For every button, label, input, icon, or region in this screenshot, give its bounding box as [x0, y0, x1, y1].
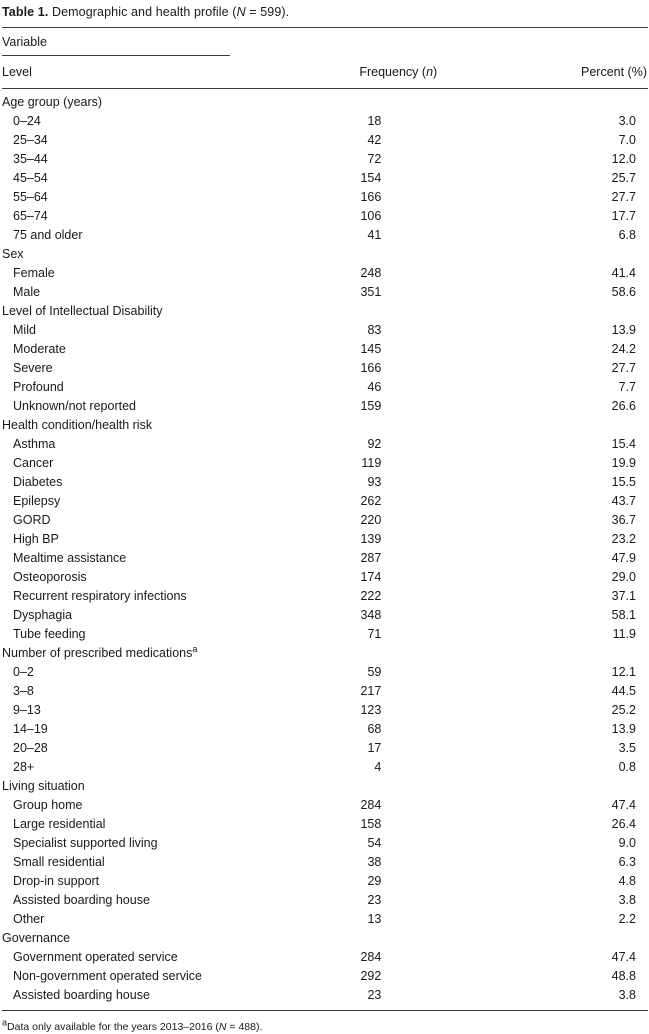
footnote-text-pre: Data only available for the years 2013–2016 ( — [7, 1021, 219, 1033]
percent-cell: 58.1 — [611, 608, 636, 622]
level-cell: Unknown/not reported — [13, 399, 136, 413]
percent-cell: 47.9 — [611, 551, 636, 565]
table-row — [2, 454, 648, 473]
table-footnote — [2, 1017, 648, 1034]
section-header-row — [2, 89, 648, 113]
percent-cell: 17.7 — [611, 209, 636, 223]
table-row — [2, 188, 648, 207]
level-cell: Severe — [13, 361, 53, 375]
table-title — [2, 4, 648, 20]
level-cell: Group home — [13, 798, 83, 812]
level-cell: 20–28 — [13, 741, 48, 755]
table-row — [2, 682, 648, 701]
level-cell: Assisted boarding house — [13, 988, 150, 1002]
frequency-cell: 351 — [360, 285, 382, 299]
table-row — [2, 701, 648, 720]
percent-cell: 27.7 — [611, 190, 636, 204]
percent-cell: 7.0 — [618, 133, 636, 147]
frequency-cell: 83 — [367, 323, 382, 337]
section-header-row — [2, 416, 648, 435]
frequency-cell: 174 — [360, 570, 382, 584]
section-header-row — [2, 777, 648, 796]
level-cell: Asthma — [13, 437, 56, 451]
table-row — [2, 853, 648, 872]
level-cell: 45–54 — [13, 171, 48, 185]
percent-cell: 36.7 — [611, 513, 636, 527]
section-label: Age group (years) — [2, 95, 103, 109]
level-cell: Female — [13, 266, 55, 280]
table-row — [2, 112, 648, 131]
section-header-row — [2, 245, 648, 264]
level-cell: 35–44 — [13, 152, 48, 166]
frequency-cell: 222 — [360, 589, 382, 603]
level-cell: 9–13 — [13, 703, 41, 717]
frequency-cell: 166 — [360, 190, 382, 204]
section-label: Health condition/health risk — [2, 418, 153, 432]
frequency-cell: 119 — [361, 456, 382, 470]
frequency-cell: 145 — [360, 342, 382, 356]
percent-cell: 44.5 — [611, 684, 636, 698]
percent-cell: 29.0 — [611, 570, 636, 584]
percent-cell: 13.9 — [611, 323, 636, 337]
frequency-cell: 23 — [367, 893, 382, 907]
table-row — [2, 131, 648, 150]
section-footnote-marker: a — [192, 643, 198, 654]
percent-cell: 26.4 — [611, 817, 636, 831]
percent-cell: 48.8 — [611, 969, 636, 983]
table-row — [2, 796, 648, 815]
percent-cell: 15.5 — [611, 475, 636, 489]
percent-cell: 0.8 — [618, 760, 636, 774]
table-number: Table 1. — [2, 5, 49, 19]
table-head — [2, 28, 648, 89]
table-row — [2, 891, 648, 910]
table-row — [2, 910, 648, 929]
percent-cell: 7.7 — [618, 380, 636, 394]
frequency-cell: 284 — [360, 950, 382, 964]
table-row — [2, 606, 648, 625]
table-row — [2, 948, 648, 967]
table-caption-post: = 599). — [245, 5, 290, 19]
frequency-cell: 71 — [367, 627, 382, 641]
frequency-cell: 123 — [360, 703, 382, 717]
frequency-cell: 292 — [360, 969, 382, 983]
column-header-variable: Variable — [2, 28, 230, 56]
level-cell: Mild — [13, 323, 36, 337]
level-cell: 3–8 — [13, 684, 34, 698]
section-label: Level of Intellectual Disability — [2, 304, 163, 318]
column-header-row — [2, 56, 648, 89]
table-caption-n: N — [236, 5, 246, 19]
frequency-cell: 154 — [360, 171, 382, 185]
table-row — [2, 872, 648, 891]
footnote-text-post: = 488). — [226, 1021, 263, 1033]
table-row — [2, 378, 648, 397]
percent-cell: 6.8 — [618, 228, 636, 242]
footnote-n: N — [218, 1021, 227, 1033]
frequency-cell: 23 — [367, 988, 382, 1002]
level-cell: Osteoporosis — [13, 570, 87, 584]
percent-cell: 24.2 — [611, 342, 636, 356]
level-cell: Diabetes — [13, 475, 63, 489]
table-row — [2, 815, 648, 834]
table-row — [2, 207, 648, 226]
level-cell: 14–19 — [13, 722, 48, 736]
frequency-cell: 41 — [367, 228, 382, 242]
level-cell: 75 and older — [13, 228, 83, 242]
level-cell: Mealtime assistance — [13, 551, 127, 565]
frequency-cell: 262 — [360, 494, 382, 508]
percent-cell: 3.8 — [618, 893, 636, 907]
table-row — [2, 150, 648, 169]
section-header-row — [2, 644, 648, 663]
percent-cell: 6.3 — [618, 855, 636, 869]
level-cell: Drop-in support — [13, 874, 100, 888]
table-row — [2, 758, 648, 777]
table-row — [2, 587, 648, 606]
table-row — [2, 492, 648, 511]
table-row — [2, 511, 648, 530]
percent-cell: 43.7 — [611, 494, 636, 508]
percent-cell: 3.8 — [618, 988, 636, 1002]
level-cell: Profound — [13, 380, 64, 394]
percent-cell: 3.5 — [618, 741, 636, 755]
table-row — [2, 359, 648, 378]
section-label: Sex — [2, 247, 24, 261]
table-row — [2, 834, 648, 853]
level-cell: 0–24 — [13, 114, 41, 128]
table-row — [2, 568, 648, 587]
level-cell: Moderate — [13, 342, 66, 356]
section-label: Governance — [2, 931, 71, 945]
footnote-marker: a — [2, 1017, 8, 1028]
frequency-cell: 106 — [360, 209, 382, 223]
frequency-cell: 284 — [360, 798, 382, 812]
percent-cell: 13.9 — [611, 722, 636, 736]
frequency-cell: 13 — [367, 912, 382, 926]
section-label: Number of prescribed medications$^a$ — [2, 643, 198, 660]
level-cell: 28+ — [13, 760, 35, 774]
percent-cell: 47.4 — [611, 950, 636, 964]
frequency-cell: 18 — [367, 114, 382, 128]
percent-cell: 23.2 — [611, 532, 636, 546]
table-body — [2, 89, 648, 1011]
level-cell: 0–2 — [13, 665, 34, 679]
percent-cell: 3.0 — [618, 114, 636, 128]
frequency-cell: 46 — [367, 380, 382, 394]
percent-cell: 12.1 — [611, 665, 636, 679]
percent-cell: 25.2 — [611, 703, 636, 717]
frequency-cell: 38 — [367, 855, 382, 869]
column-header-percent: Percent (%) — [445, 56, 648, 89]
percent-cell: 4.8 — [618, 874, 636, 888]
table-row — [2, 967, 648, 986]
level-cell: High BP — [13, 532, 59, 546]
table-caption-pre: Demographic and health profile ( — [48, 5, 237, 19]
level-cell: 55–64 — [13, 190, 48, 204]
level-cell: Other — [13, 912, 45, 926]
frequency-cell: 139 — [360, 532, 382, 546]
frequency-cell: 287 — [360, 551, 382, 565]
percent-cell: 19.9 — [611, 456, 636, 470]
level-cell: Tube feeding — [13, 627, 86, 641]
table-row — [2, 530, 648, 549]
percent-cell: 41.4 — [611, 266, 636, 280]
percent-cell: 47.4 — [611, 798, 636, 812]
table-row — [2, 283, 648, 302]
percent-cell: 12.0 — [611, 152, 636, 166]
frequency-cell: 92 — [367, 437, 382, 451]
percent-cell: 25.7 — [611, 171, 636, 185]
level-cell: GORD — [13, 513, 51, 527]
percent-cell: 37.1 — [611, 589, 636, 603]
percent-cell: 58.6 — [611, 285, 636, 299]
percent-cell: 27.7 — [611, 361, 636, 375]
table-row — [2, 663, 648, 682]
section-label: Living situation — [2, 779, 85, 793]
section-header-row — [2, 302, 648, 321]
level-cell: 25–34 — [13, 133, 48, 147]
frequency-cell: 348 — [360, 608, 382, 622]
table-row — [2, 226, 648, 245]
frequency-cell: 248 — [360, 266, 382, 280]
table-row — [2, 169, 648, 188]
percent-cell: 2.2 — [618, 912, 636, 926]
table-row — [2, 739, 648, 758]
level-cell: Epilepsy — [13, 494, 61, 508]
frequency-cell: 17 — [367, 741, 382, 755]
frequency-cell: 159 — [360, 399, 382, 413]
frequency-cell: 42 — [367, 133, 382, 147]
level-cell: Assisted boarding house — [13, 893, 150, 907]
table-row — [2, 435, 648, 454]
percent-cell: 26.6 — [611, 399, 636, 413]
table-row — [2, 321, 648, 340]
percent-cell: 9.0 — [618, 836, 636, 850]
level-cell: Small residential — [13, 855, 105, 869]
level-cell: Recurrent respiratory infections — [13, 589, 187, 603]
table-row — [2, 986, 648, 1011]
table-row — [2, 549, 648, 568]
column-header-level: Level — [2, 56, 359, 89]
variable-header-row — [2, 28, 648, 57]
level-cell: Government operated service — [13, 950, 178, 964]
demographic-table — [2, 27, 648, 1011]
section-header-row — [2, 929, 648, 948]
frequency-cell: 68 — [367, 722, 382, 736]
level-cell: Dysphagia — [13, 608, 73, 622]
level-cell: Large residential — [13, 817, 106, 831]
column-header-frequency: Frequency (n) — [359, 56, 445, 89]
frequency-cell: 54 — [367, 836, 382, 850]
table-row — [2, 397, 648, 416]
frequency-cell: 93 — [367, 475, 382, 489]
frequency-cell: 166 — [360, 361, 382, 375]
frequency-cell: 59 — [367, 665, 382, 679]
frequency-cell: 4 — [374, 760, 382, 774]
level-cell: 65–74 — [13, 209, 48, 223]
percent-cell: 15.4 — [611, 437, 636, 451]
table-row — [2, 625, 648, 644]
level-cell: Male — [13, 285, 41, 299]
table-row — [2, 720, 648, 739]
frequency-cell: 220 — [360, 513, 382, 527]
frequency-cell: 158 — [360, 817, 382, 831]
frequency-cell: 217 — [360, 684, 382, 698]
frequency-cell: 72 — [367, 152, 382, 166]
level-cell: Non-government operated service — [13, 969, 202, 983]
percent-cell: 11.9 — [612, 627, 636, 641]
level-cell: Specialist supported living — [13, 836, 158, 850]
frequency-cell: 29 — [367, 874, 382, 888]
table-row — [2, 264, 648, 283]
level-cell: Cancer — [13, 456, 54, 470]
table-row — [2, 473, 648, 492]
table-row — [2, 340, 648, 359]
